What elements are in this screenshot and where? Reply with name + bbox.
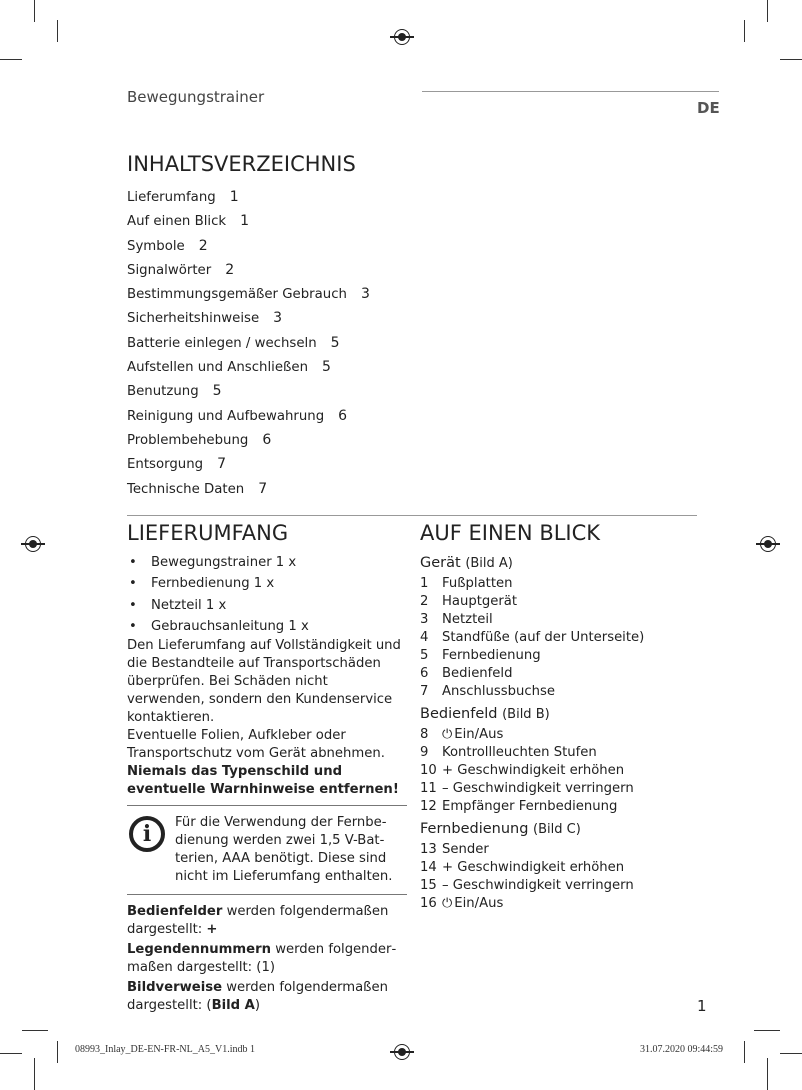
toc-label: Auf einen Blick — [127, 214, 227, 230]
list-item: • Fernbedienung 1 x — [127, 573, 407, 594]
toc-entry — [127, 331, 370, 355]
group-ref: (Bild C) — [533, 822, 581, 837]
legend-item — [420, 665, 710, 683]
legend-item — [420, 593, 710, 611]
legend-text — [442, 780, 634, 798]
toc-label: Symbole — [127, 238, 185, 254]
legend-text — [442, 744, 597, 762]
group-name: Gerät — [420, 555, 461, 571]
legend-label: + Geschwindigkeit erhöhen — [442, 763, 625, 778]
toc-title: INHALTSVERZEICHNIS — [127, 152, 356, 176]
slug-date: 31.07.2020 09:44:59 — [640, 1044, 724, 1055]
list-item: • Bewegungstrainer 1 x — [127, 552, 407, 573]
legend-number: 7 — [420, 684, 429, 699]
legend-text — [442, 726, 503, 744]
note-term: Legendennummern — [127, 942, 271, 958]
lieferumfang-section — [127, 520, 407, 1017]
section-title: LIEFERUMFANG — [127, 521, 289, 545]
legend-item — [420, 611, 710, 629]
list-item: • Gebrauchsanleitung 1 x — [127, 616, 407, 637]
power-icon: ⏻ — [442, 896, 453, 911]
legend-text — [442, 762, 624, 780]
legend-text — [442, 683, 555, 701]
legend-label: Fußplatten — [442, 576, 513, 591]
legend-text — [442, 593, 517, 611]
toc-entry — [127, 477, 370, 501]
note-paragraph — [127, 941, 407, 977]
toc-page: 5 — [212, 383, 222, 400]
toc-label: Signalwörter — [127, 262, 212, 278]
toc-label: Reinigung und Aufbewahrung — [127, 408, 325, 424]
toc-entry — [127, 379, 370, 403]
power-icon: ⏻ — [442, 727, 453, 742]
legend-label: Fernbedienung — [442, 648, 541, 663]
legend-label: Hauptgerät — [442, 594, 518, 609]
legend-label: Bedienfeld — [442, 666, 513, 681]
legend-number: 6 — [420, 666, 429, 681]
legend-item — [420, 575, 710, 593]
legend-number: 2 — [420, 594, 429, 609]
auf-einen-blick-section — [420, 520, 710, 913]
group-title — [420, 818, 710, 841]
legend-item — [420, 647, 710, 665]
group-ref: (Bild A) — [465, 556, 513, 571]
group-name: Fernbedienung — [420, 821, 529, 837]
toc-page: 7 — [258, 480, 268, 497]
group-title — [420, 552, 710, 575]
note-example: + — [206, 922, 218, 938]
toc-page: 2 — [225, 261, 235, 278]
legend-item — [420, 744, 710, 762]
legend-label: – Geschwindigkeit verringern — [442, 781, 634, 796]
toc-label: Bestimmungsgemäßer Gebrauch — [127, 287, 347, 303]
legend-number: 3 — [420, 612, 429, 627]
toc-page: 6 — [338, 407, 348, 424]
info-icon: i — [129, 816, 165, 852]
legend-item — [420, 683, 710, 701]
toc-page: 7 — [217, 456, 226, 473]
toc-entry — [127, 282, 370, 306]
group-ref: (Bild B) — [502, 707, 550, 722]
toc-page: 1 — [240, 213, 250, 230]
legend-item — [420, 726, 710, 744]
legend-text — [442, 798, 617, 816]
legend-text — [442, 859, 624, 877]
toc-page: 3 — [273, 310, 283, 327]
toc-label: Sicherheitshinweise — [127, 311, 260, 327]
toc-page: 5 — [322, 359, 331, 376]
toc-entry — [127, 209, 370, 233]
legend-text — [442, 629, 644, 647]
toc-label: Entsorgung — [127, 457, 204, 473]
list-item: • Netzteil 1 x — [127, 595, 407, 616]
paragraph: Den Lieferumfang auf Vollständigkeit und die Bestandteile auf Transportschäden überprüfen. Bei Schäden nicht verwenden, sondern den Kundenservice kontaktieren. — [127, 638, 401, 726]
legend-text — [442, 841, 489, 859]
slug-filename: 08993_Inlay_DE-EN-FR-NL_A5_V1.indb 1 — [75, 1044, 255, 1055]
toc-entry — [127, 355, 370, 379]
toc-label: Aufstellen und Anschließen — [127, 360, 309, 376]
legend-label: + Geschwindigkeit erhöhen — [442, 860, 625, 875]
note-text: werden folgendermaßen dargestellt: — [127, 904, 389, 938]
legend-text — [442, 575, 512, 593]
toc-entry — [127, 306, 370, 330]
note-term: Bildverweise — [127, 980, 223, 996]
legend-label: Sender — [442, 842, 489, 857]
legend-number: 16 — [420, 896, 437, 911]
info-box — [127, 805, 407, 895]
note-text: ) — [254, 998, 261, 1014]
legend-label: Netzteil — [442, 612, 493, 627]
legend-text — [442, 611, 493, 629]
toc-label: Technische Daten — [127, 481, 245, 497]
toc-label: Benutzung — [127, 384, 199, 400]
legend-label: – Geschwindigkeit verringern — [442, 878, 634, 893]
legend-item — [420, 859, 710, 877]
running-header: Bewegungstrainer — [127, 88, 265, 106]
legend-label: Anschlussbuchse — [442, 684, 555, 699]
legend-number: 10 — [420, 763, 437, 778]
legend-number: 15 — [420, 878, 437, 893]
legend-number: 8 — [420, 727, 429, 742]
registration-mark-icon — [760, 536, 776, 552]
legend-number: 13 — [420, 842, 437, 857]
note-example: Bild A — [211, 998, 255, 1014]
legend-label: Ein/Aus — [454, 727, 504, 742]
legend-label: Empfänger Fernbedienung — [442, 799, 618, 814]
legend-number: 4 — [420, 630, 429, 645]
toc-entry — [127, 404, 370, 428]
legend-number: 5 — [420, 648, 429, 663]
toc-entry — [127, 258, 370, 282]
contents-list — [127, 552, 407, 637]
toc-entry — [127, 185, 370, 209]
legend-item — [420, 629, 710, 647]
registration-mark-icon — [25, 536, 41, 552]
toc-page: 6 — [262, 431, 272, 448]
legend-number: 12 — [420, 799, 437, 814]
toc-page: 5 — [330, 334, 340, 351]
registration-mark-icon — [394, 1044, 410, 1060]
section-title: AUF EINEN BLICK — [420, 521, 601, 545]
toc-label: Batterie einlegen / wechseln — [127, 335, 317, 351]
legend-item — [420, 841, 710, 859]
toc-page: 2 — [198, 237, 208, 254]
group-title — [420, 703, 710, 726]
note-paragraph — [127, 979, 407, 1015]
legend-item — [420, 780, 710, 798]
note-text: werden folgendermaßen dargestellt: ( — [127, 980, 388, 1014]
group-name: Bedienfeld — [420, 706, 498, 722]
legend-item — [420, 798, 710, 816]
legend-number: 11 — [420, 781, 437, 796]
toc-entry — [127, 234, 370, 258]
toc-page: 3 — [360, 286, 370, 303]
page-number: 1 — [697, 997, 707, 1015]
paragraph: Eventuelle Folien, Aufkleber oder Transportschutz vom Gerät abnehmen. — [127, 728, 385, 762]
language-tag: DE — [697, 99, 720, 117]
legend-label: Standfüße (auf der Unterseite) — [442, 630, 645, 645]
warning-text: Niemals das Typenschild und eventuelle Warnhinweise entfernen! — [127, 764, 399, 798]
note-term: Bedienfelder — [127, 904, 223, 920]
table-of-contents — [127, 185, 370, 501]
registration-mark-icon — [394, 29, 410, 45]
legend-item — [420, 877, 710, 895]
legend-text — [442, 665, 512, 683]
legend-text — [442, 647, 541, 665]
legend-number: 1 — [420, 576, 429, 591]
legend-item — [420, 762, 710, 780]
legend-number: 14 — [420, 860, 437, 875]
toc-entry — [127, 452, 370, 476]
legend-label: Kontrollleuchten Stufen — [442, 745, 597, 760]
legend-text — [442, 877, 634, 895]
note-paragraph — [127, 903, 407, 939]
toc-label: Lieferumfang — [127, 190, 216, 205]
legend-number: 9 — [420, 745, 429, 760]
note-text: werden folgendermaßen dargestellt: (1) — [127, 942, 397, 976]
info-text: Für die Verwendung der Fernbedienung werden zwei 1,5 V-Batterien, AAA benötigt. Diese sind nicht im Lieferumfang enthalten. — [175, 815, 393, 885]
legend-label: Ein/Aus — [454, 896, 504, 911]
toc-entry — [127, 428, 370, 452]
toc-page: 1 — [229, 189, 239, 205]
toc-label: Problembehebung — [127, 432, 249, 448]
legend-item — [420, 895, 710, 913]
legend-text — [442, 895, 503, 913]
